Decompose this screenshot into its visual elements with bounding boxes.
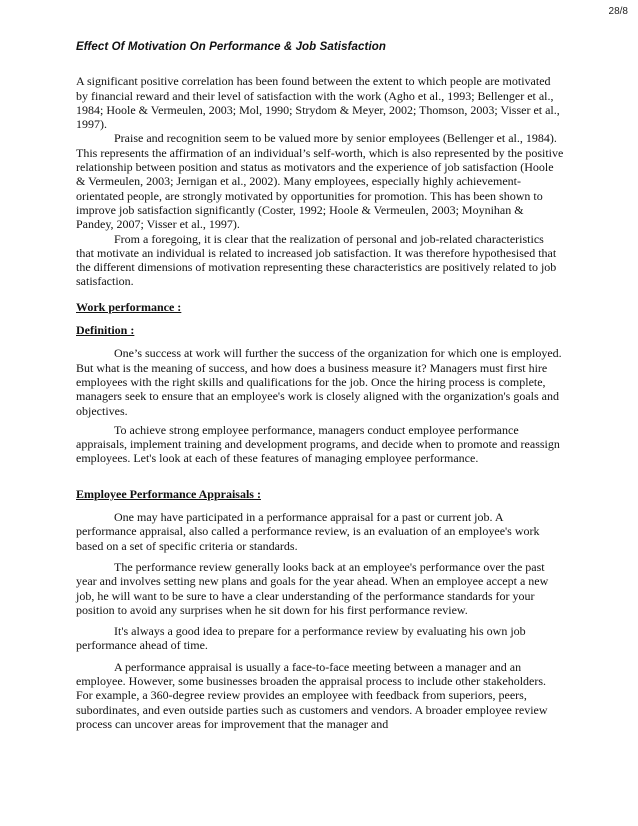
appraisals-paragraph-4: A performance appraisal is usually a face-to-face meeting between a manager and an employee. However, some businesses broaden the appraisal process to include other stakeholders. For example, a 360-degree review provides an employee with feedback from superiors, peers, subordinates, and even outside parties such as customers and vendors. A broader employee review process can uncover areas for improvement that the manager and	[76, 659, 548, 731]
appraisals-paragraph-3: It's always a good idea to prepare for a performance review by evaluating his own job performance ahead of time.	[76, 624, 526, 653]
section-heading-work-performance: Work performance :	[76, 299, 182, 314]
work-performance-paragraph-1: One’s success at work will further the success of the organization for which one is employed. But what is the meaning of success, and how does a business measure it? Managers must first hire employees with the right skills and qualifications for the job. Once the hiring process is complete, managers seek to ensure that an employee's work is closely aligned with the organization's goals and objectives.	[76, 346, 562, 418]
appraisals-paragraph-1: One may have participated in a performance appraisal for a past or current job. A performance appraisal, also called a performance review, is an evaluation of an employee's work based on a set of specific criteria or standards.	[76, 510, 540, 553]
document-body	[76, 40, 564, 731]
section-heading-appraisals: Employee Performance Appraisals :	[76, 486, 261, 501]
appraisals-paragraph-2: The performance review generally looks back at an employee's performance over the past year and involves setting new plans and goals for the year ahead. When an employee accept a new job, he will want to be sure to have a clear understanding of the performance standards for your position to avoid any surprises when he sit down for his first performance review.	[76, 559, 549, 617]
document-title: Effect Of Motivation On Performance & Job Satisfaction	[76, 41, 386, 53]
intro-paragraph-1: A significant positive correlation has been found between the extent to which people are motivated by financial reward and their level of satisfaction with the work (Agho et al., 1993; Bellenger et al., 1984; Hoole & Vermeulen, 2003; Mol, 1990; Strydom & Meyer, 2002; Thomson, 2003; Visser et al., 1997).	[76, 74, 560, 132]
intro-paragraph-2: Praise and recognition seem to be valued more by senior employees (Bellenger et al., 1984). This represents the affirmation of an individual’s self-worth, which is also represented by the positive relationship between position and status as motivators and the experience of job satisfaction (Hoole & Vermeulen, 2003; Jernigan et al., 2002). Many employees, especially highly achievement-orientated people, are strongly motivated by opportunities for promotion. This has been shown to improve job satisfaction significantly (Coster, 1992; Hoole & Vermeulen, 2003; Moynihan & Pandey, 2007; Visser et al., 1997).	[76, 131, 564, 232]
page-number: 28/8	[608, 6, 628, 17]
subheading-definition: Definition :	[76, 323, 135, 338]
intro-paragraph-3: From a foregoing, it is clear that the realization of personal and job-related characteristics that motivate an individual is related to increased job satisfaction. It was therefore hypothesised that the different dimensions of motivation representing these characteristics are positively related to job satisfaction.	[76, 231, 557, 289]
work-performance-paragraph-2: To achieve strong employee performance, managers conduct employee performance appraisals, implement training and development programs, and decide when to promote and reassign employees. Let's look at each of these features of managing employee performance.	[76, 422, 560, 466]
